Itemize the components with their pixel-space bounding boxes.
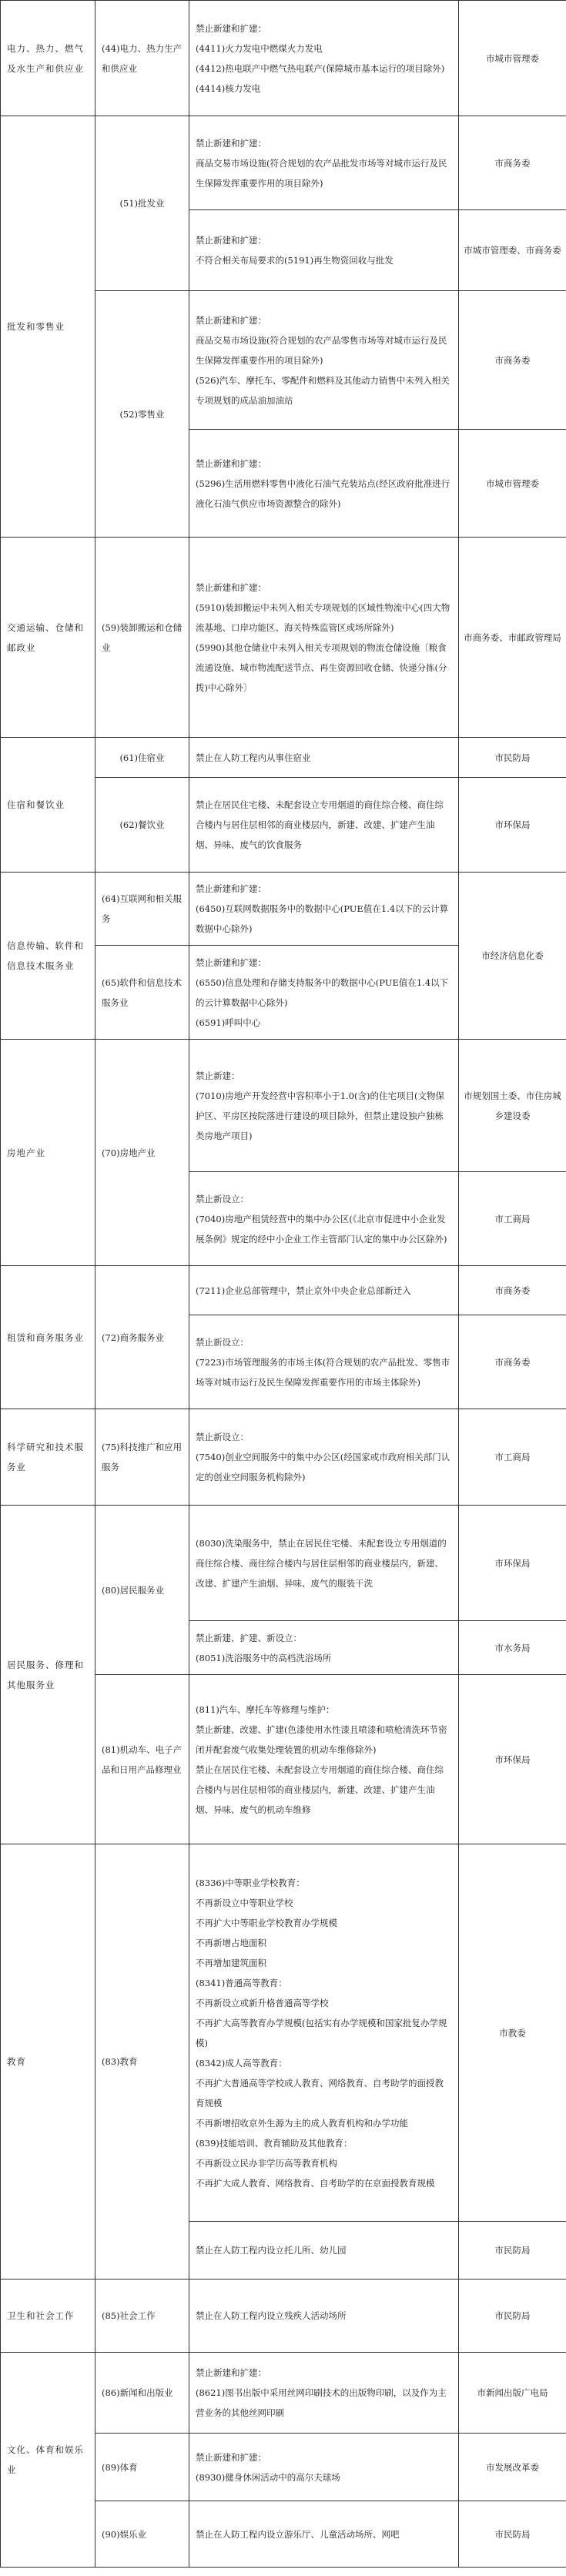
rule-line: (7540)创业空间服务中的集中办公区(经国家或市政府相关部门认定的创业空间服务机构除外) — [196, 1452, 450, 1482]
industry-cell: 房地产业 — [1, 1040, 95, 1266]
rule-line: 不再增加建筑面积 — [196, 1957, 266, 1968]
industry-cell: 教育 — [1, 1844, 95, 2280]
rule-line: (7211)企业总部管理中，禁止京外中央企业总部新迁入 — [196, 1285, 411, 1296]
rule-line: 商品交易市场设施(符合规划的农产品零售市场等对城市运行及民生保障发挥重要作用的项目除外) — [196, 334, 447, 366]
subcategory-cell: (81)机动车、电子产品和日用产品修理业 — [95, 1675, 189, 1844]
department-cell: 市环保局 — [459, 778, 566, 873]
department-cell: 市商务委 — [459, 116, 566, 210]
rule-line: (8342)成人高等教育： — [196, 2057, 287, 2069]
rule-line: (8336)中等职业学校教育： — [196, 1877, 305, 1888]
department-cell: 市环保局 — [459, 1675, 566, 1844]
table-row — [1, 738, 566, 778]
rule-line: 禁止新建和扩建： — [196, 22, 266, 34]
rule-cell — [189, 946, 459, 1040]
department-cell: 市新闻出版广电局 — [459, 2353, 566, 2434]
department-cell: 市水务局 — [459, 1621, 566, 1675]
rule-line: 禁止新建、扩建、新设立： — [196, 1632, 302, 1643]
rule-cell — [189, 210, 459, 291]
rule-cell — [189, 2222, 459, 2280]
rule-cell — [189, 2353, 459, 2434]
subcategory-cell: (62)餐饮业 — [95, 778, 189, 873]
rule-line: (839)技能培训、教育辅助及其他教育： — [196, 2137, 353, 2149]
table-row — [1, 116, 566, 210]
department-cell: 市民防局 — [459, 2222, 566, 2280]
rule-line: 禁止新建和扩建： — [196, 137, 266, 149]
department-cell: 市工商局 — [459, 1409, 566, 1506]
subcategory-cell: (89)体育 — [95, 2434, 189, 2501]
rule-line: (6591)呼叫中心 — [196, 1017, 261, 1028]
rule-line: 不再扩大中等职业学校教育办学规模 — [196, 1917, 337, 1928]
subcategory-cell: (85)社会工作 — [95, 2280, 189, 2353]
rule-cell — [189, 2280, 459, 2353]
rule-cell — [189, 1, 459, 116]
rule-line: (6550)信息处理和存储支持服务中的数据中心(PUE值在1.4以下的云计算数据中心除外) — [196, 976, 449, 1008]
rule-line: (5990)其他仓储业中未列入相关专项规划的物流仓储设施〔粮食流通设施、城市物流配送节点、再生资源回收仓储、快递分拣(分拨)中心除外〕 — [196, 641, 447, 693]
rule-line: (8930)健身休闲活动中的高尔夫球场 — [196, 2471, 340, 2483]
rule-line: (4411)火力发电中燃煤火力发电 — [196, 42, 323, 54]
industry-cell: 卫生和社会工作 — [1, 2280, 95, 2353]
table-row — [1, 1506, 566, 1621]
rule-line: (4414)核力发电 — [196, 82, 261, 94]
rule-line: (526)汽车、摩托车、零配件和燃料及其他动力销售中未列入相关专项规划的成品油加油站 — [196, 374, 450, 406]
subcategory-cell: (80)居民服务业 — [95, 1506, 189, 1675]
rule-line: 禁止新建、改建、扩建(色漆使用水性漆且喷漆和喷枪清洗环节密闭并配套废气收集处理装置的机动车维修除外) — [196, 1723, 447, 1755]
department-cell: 市民防局 — [459, 2501, 566, 2568]
industry-cell: 科学研究和技术服务业 — [1, 1409, 95, 1506]
rule-cell — [189, 1506, 459, 1621]
department-cell: 市经济信息化委 — [459, 873, 566, 1040]
rule-line: 不再新设立民办非学历高等教育机构 — [196, 2157, 337, 2169]
rule-line: 禁止在人防工程内设立残疾人活动场所 — [196, 2310, 347, 2321]
rule-cell — [189, 738, 459, 778]
subcategory-cell: (65)软件和信息技术服务业 — [95, 946, 189, 1040]
rule-line: (8341)普通高等教育： — [196, 1977, 287, 1988]
rule-line: 禁止新设立： — [196, 1336, 249, 1348]
table-row — [1, 2353, 566, 2434]
rule-cell — [189, 538, 459, 738]
subcategory-cell: (64)互联网和相关服务 — [95, 873, 189, 946]
industry-cell: 文化、体育和娱乐业 — [1, 2353, 95, 2568]
rule-cell — [189, 1266, 459, 1315]
rule-line: (8051)洗浴服务中的高档洗浴场所 — [196, 1652, 332, 1663]
department-cell: 市民防局 — [459, 738, 566, 778]
rule-line: 禁止新设立： — [196, 1432, 249, 1442]
rule-line: 不再扩大普通高等学校成人教育、网络教育、自考助学的面授教育规模 — [196, 2077, 444, 2109]
rule-cell — [189, 1675, 459, 1844]
rule-line: 禁止新建和扩建： — [196, 581, 266, 593]
rule-line: (8030)洗染服务中，禁止在居民住宅楼、未配套设立专用烟道的商住综合楼、商住综合楼内与居住层相邻的商业楼层内，新建、改建、扩建产生油烟、异味、废气的服装干洗 — [196, 1537, 447, 1589]
industry-cell: 租赁和商务服务业 — [1, 1266, 95, 1409]
rule-cell — [189, 2434, 459, 2501]
department-cell: 市商务委 — [459, 1266, 566, 1315]
rule-line: 禁止在居民住宅楼、未配套设立专用烟道的商住综合楼、商住综合楼内与居住层相邻的商业楼层内，新建、改建、扩建产生油烟、异味、废气的机动车维修 — [196, 1764, 444, 1815]
subcategory-cell: (59)装卸搬运和仓储业 — [95, 538, 189, 738]
rule-cell — [189, 1315, 459, 1409]
table-row — [1, 1266, 566, 1315]
department-cell: 市城市管理委 — [459, 1, 566, 116]
subcategory-cell: (90)娱乐业 — [95, 2501, 189, 2568]
rule-line: (7223)市场管理服务的市场主体(符合规划的农产品批发、零售市场等对城市运行及民生保障发挥重要作用的市场主体除外) — [196, 1356, 450, 1388]
subcategory-cell: (52)零售业 — [95, 291, 189, 538]
department-cell: 市环保局 — [459, 1506, 566, 1621]
department-cell: 市教委 — [459, 1844, 566, 2222]
rule-line: 禁止新建和扩建： — [196, 2451, 266, 2463]
rule-line: 不符合相关布局要求的(5191)再生物资回收与批发 — [196, 255, 394, 266]
rule-line: (5296)生活用燃料零售中液化石油气充装站点(经区政府批准进行液化石油气供应市场资源整合的除外) — [196, 477, 450, 509]
rule-line: (8621)图书出版中采用丝网印刷技术的出版物印刷，以及作为主营业务的其他丝网印刷 — [196, 2387, 447, 2418]
rule-line: 不再新设立或新升格普通高等学校 — [196, 1997, 329, 2008]
rule-cell — [189, 291, 459, 430]
rule-line: (811)汽车、摩托车等修理与维护： — [196, 1703, 335, 1715]
rule-line: 禁止新建和扩建： — [196, 314, 266, 326]
rule-line: 不再新设立中等职业学校 — [196, 1897, 293, 1908]
rule-line: 禁止新建和扩建： — [196, 883, 266, 894]
rule-cell — [189, 778, 459, 873]
rule-line: (4412)热电联产中燃气热电联产(保障城市基本运行的项目除外) — [196, 62, 445, 74]
subcategory-cell: (72)商务服务业 — [95, 1266, 189, 1409]
rule-line: 禁止新设立： — [196, 1193, 249, 1204]
table-row — [1, 1844, 566, 2222]
rule-line: 禁止新建和扩建： — [196, 235, 266, 246]
rule-line: 不再新增占地面积 — [196, 1937, 266, 1948]
industry-cell: 居民服务、修理和其他服务业 — [1, 1506, 95, 1844]
rule-cell — [189, 116, 459, 210]
subcategory-cell: (86)新闻和出版业 — [95, 2353, 189, 2434]
rule-line: 不再新增招收京外生源为主的成人教育机构和办学功能 — [196, 2117, 408, 2129]
industry-cell: 住宿和餐饮业 — [1, 738, 95, 873]
table-row — [1, 1, 566, 116]
rule-line: 禁止在人防工程内从事住宿业 — [196, 752, 311, 763]
rule-line: 禁止在居民住宅楼、未配套设立专用烟道的商住综合楼、商住综合楼内与居住层相邻的商业楼层内，新建、改建、扩建产生油烟、异味、废气的饮食服务 — [196, 799, 444, 850]
rule-line: 禁止新建： — [196, 1070, 240, 1081]
department-cell: 市发展改革委 — [459, 2434, 566, 2501]
rule-line: 禁止新建和扩建： — [196, 457, 266, 469]
rule-cell — [189, 2501, 459, 2568]
rule-line: 不再扩大高等教育办学规模(包括实有办学规模和国家批复办学规模) — [196, 2017, 447, 2048]
rule-cell — [189, 1409, 459, 1506]
rule-line: 禁止新建和扩建： — [196, 956, 266, 968]
subcategory-cell: (61)住宿业 — [95, 738, 189, 778]
industry-cell: 交通运输、仓储和邮政业 — [1, 538, 95, 738]
department-cell: 市工商局 — [459, 1172, 566, 1266]
rule-line: 禁止在人防工程内设立游乐厅、儿童活动场所、网吧 — [196, 2528, 400, 2540]
rule-cell — [189, 430, 459, 538]
department-cell: 市规划国土委、市住房城乡建设委 — [459, 1040, 566, 1172]
rule-line: (6450)互联网数据服务中的数据中心(PUE值在1.4以下的云计算数据中心除外) — [196, 903, 449, 934]
department-cell: 市城市管理委 — [459, 430, 566, 538]
department-cell: 市商务委 — [459, 1315, 566, 1409]
rule-line: 商品交易市场设施(符合规划的农产品批发市场等对城市运行及民生保障发挥重要作用的项目除外) — [196, 157, 447, 189]
subcategory-cell: (70)房地产业 — [95, 1040, 189, 1266]
rule-cell — [189, 1844, 459, 2222]
department-cell: 市商务委、市邮政管理局 — [459, 538, 566, 738]
industry-cell: 信息传输、软件和信息技术服务业 — [1, 873, 95, 1040]
rule-cell — [189, 1172, 459, 1266]
rule-line: 禁止在人防工程内设立托儿所、幼儿园 — [196, 2245, 347, 2256]
rule-line: 禁止新建和扩建： — [196, 2367, 266, 2378]
rule-cell — [189, 1621, 459, 1675]
rule-line: (7040)房地产租赁经营中的集中办公区(《北京市促进中小企业发展条例》规定的经中小企业工作主管部门认定的集中办公区除外) — [196, 1213, 447, 1244]
table-row — [1, 1040, 566, 1172]
rule-line: 不再扩大成人教育、网络教育、自考助学的在京面授教育规模 — [196, 2177, 435, 2189]
subcategory-cell: (51)批发业 — [95, 116, 189, 291]
table-row — [1, 1409, 566, 1506]
table-row — [1, 538, 566, 738]
industry-cell: 电力、热力、燃气及水生产和供应业 — [1, 1, 95, 116]
department-cell: 市城市管理委、市商务委 — [459, 210, 566, 291]
subcategory-cell: (44)电力、热力生产和供应业 — [95, 1, 189, 116]
rule-line: (7010)房地产开发经营中容积率小于1.0(含)的住宅项目(文物保护区、平房区按院落进行建设的项目除外，但禁止建设独户独栋类房地产项目) — [196, 1090, 444, 1141]
table-row — [1, 2280, 566, 2353]
department-cell: 市商务委 — [459, 291, 566, 430]
rule-line: (5910)装卸搬运中未列入相关专项规划的区域性物流中心(四大物流基地、口岸功能区、海关特殊监管区或场所除外) — [196, 601, 450, 633]
department-cell: 市民防局 — [459, 2280, 566, 2353]
industry-cell: 批发和零售业 — [1, 116, 95, 538]
subcategory-cell: (83)教育 — [95, 1844, 189, 2280]
rule-cell — [189, 873, 459, 946]
table-row — [1, 873, 566, 946]
subcategory-cell: (75)科技推广和应用服务 — [95, 1409, 189, 1506]
rule-cell — [189, 1040, 459, 1172]
